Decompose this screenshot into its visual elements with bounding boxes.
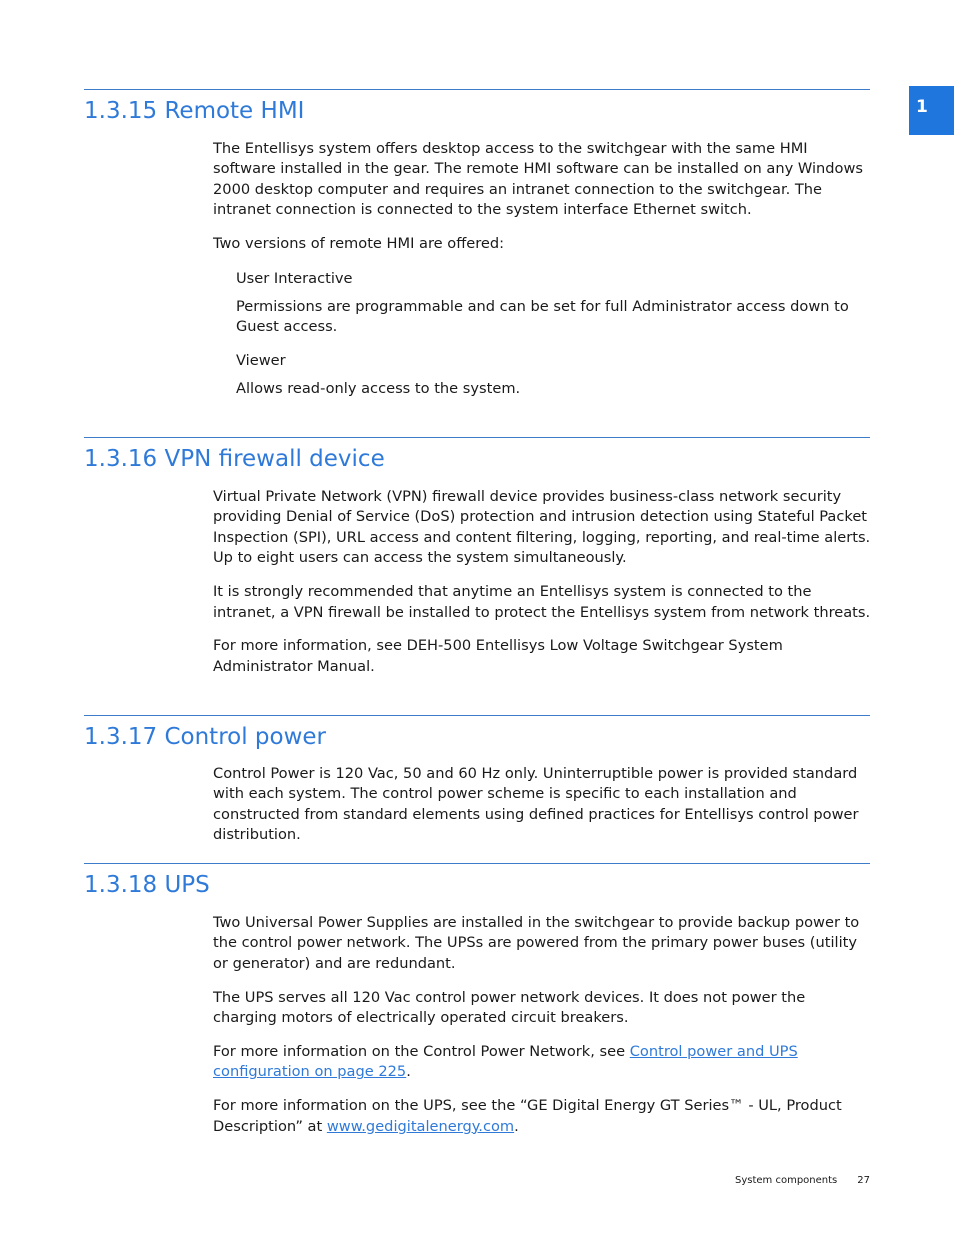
link-paragraph-suffix: . xyxy=(514,1117,519,1135)
paragraph: Two Universal Power Supplies are installed in the switchgear to provide backup power to the control power network. The UPSs are powered from the primary power buses (utility or generator) and are redundant. xyxy=(213,914,860,972)
page-footer xyxy=(700,1175,870,1186)
chapter-tab: 1 xyxy=(909,86,954,135)
version-description: Allows read-only access to the system. xyxy=(236,380,521,398)
section-body xyxy=(213,139,873,413)
control-power-ups-configuration-link[interactable]: Control power and UPS configuration on page 225 xyxy=(213,1043,798,1081)
section-body xyxy=(213,764,873,859)
section-heading: 1.3.17 Control power xyxy=(84,724,327,750)
link-paragraph-suffix: . xyxy=(406,1063,411,1081)
section-heading: 1.3.15 Remote HMI xyxy=(84,98,305,124)
paragraph: Virtual Private Network (VPN) firewall device provides business-class network security providing Denial of Service (DoS) protection and intrusion detection using Stateful Packet Inspection (SPI), URL access and content filtering, logging, reporting, and real-time alerts. Up to eight users can access the system simultaneously. xyxy=(213,488,871,567)
section-heading: 1.3.18 UPS xyxy=(84,872,210,898)
section-control-power xyxy=(84,715,870,844)
gedigitalenergy-link[interactable]: www.gedigitalenergy.com xyxy=(326,1117,515,1135)
paragraph: Two versions of remote HMI are offered: xyxy=(213,235,505,253)
paragraph: It is strongly recommended that anytime an Entellisys system is connected to the intranet, a VPN firewall be installed to protect the Entellisys system from network threats. xyxy=(213,583,871,621)
section-divider xyxy=(84,437,870,438)
paragraph xyxy=(213,1096,873,1137)
section-body xyxy=(213,913,873,1151)
paragraph xyxy=(213,1042,873,1083)
paragraph: Control Power is 120 Vac, 50 and 60 Hz only. Uninterruptible power is provided standard with each system. The control power scheme is specific to each installation and constructed from standard elements using defined practices for Entellisys control power distribution. xyxy=(213,765,859,844)
version-description: Permissions are programmable and can be set for full Administrator access down to Guest access. xyxy=(236,297,849,336)
section-body xyxy=(213,487,873,691)
paragraph: The UPS serves all 120 Vac control power network devices. It does not power the charging motors of electrically operated circuit breakers. xyxy=(213,988,806,1027)
section-divider xyxy=(84,863,870,864)
section-divider xyxy=(84,715,870,716)
link-paragraph-prefix: For more information on the Control Power Network, see xyxy=(213,1043,630,1061)
section-remote-hmi xyxy=(84,89,870,398)
footer-page-number: 27 xyxy=(857,1175,870,1186)
paragraph: For more information, see DEH-500 Entellisys Low Voltage Switchgear System Administrator Manual. xyxy=(213,637,783,675)
section-divider xyxy=(84,89,870,90)
section-vpn-firewall xyxy=(84,437,871,675)
version-name: Viewer xyxy=(236,352,286,370)
paragraph: The Entellisys system offers desktop access to the switchgear with the same HMI software installed in the gear. The remote HMI software can be installed on any Windows 2000 desktop computer and requires an intranet connection to the switchgear. The intranet connection is connected to the system interface Ethernet switch. xyxy=(213,140,863,219)
section-heading: 1.3.16 VPN firewall device xyxy=(84,446,385,472)
version-name: User Interactive xyxy=(236,270,353,288)
section-ups xyxy=(84,863,870,1135)
link-paragraph-prefix: For more information on the UPS, see the “GE Digital Energy GT Series™ - UL, Product Description” at xyxy=(213,1097,842,1135)
footer-section-name: System components xyxy=(735,1175,838,1186)
